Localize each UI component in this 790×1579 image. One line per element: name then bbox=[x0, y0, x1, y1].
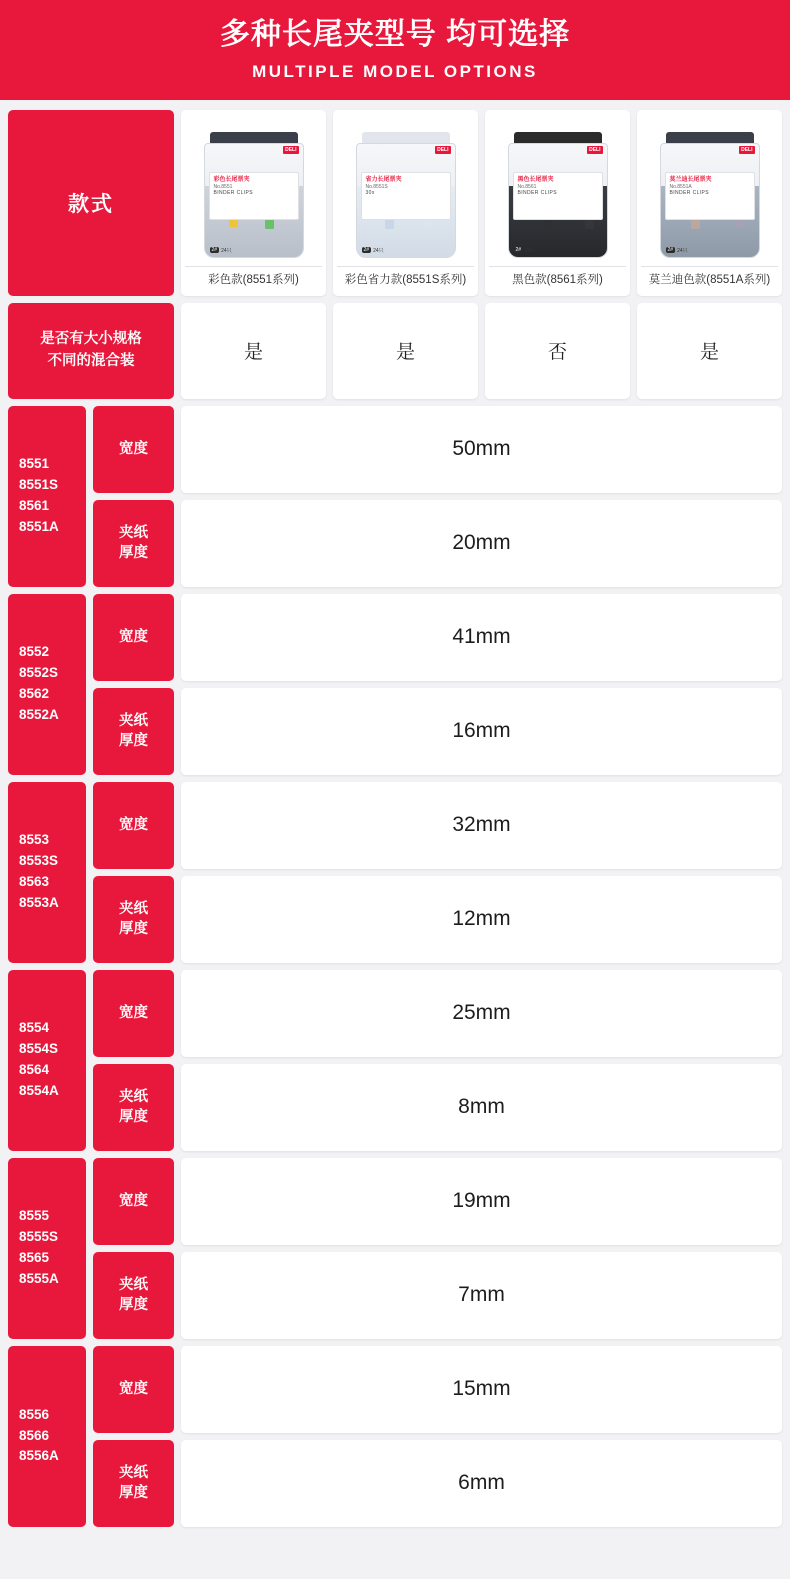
model-group bbox=[8, 406, 782, 587]
brand-badge: DELI bbox=[589, 146, 601, 153]
spec-row-thickness bbox=[93, 688, 782, 775]
model-code: 8554 bbox=[19, 1020, 50, 1036]
model-code: 8555A bbox=[19, 1270, 59, 1286]
spec-name-width: 宽度 bbox=[93, 594, 174, 681]
jar-label-en: BINDER CLIPS bbox=[213, 190, 254, 197]
jar-lid bbox=[666, 132, 754, 144]
spec-name-thickness bbox=[93, 500, 174, 587]
spec-row-width bbox=[93, 970, 782, 1057]
jar-label-code: No.8551S bbox=[365, 183, 388, 190]
spec-name-line1: 夹纸 bbox=[119, 712, 148, 729]
model-code: 8552S bbox=[19, 665, 59, 681]
spec-row-width bbox=[93, 406, 782, 493]
spec-value-width: 32mm bbox=[181, 782, 782, 869]
model-code: 8562 bbox=[19, 686, 50, 701]
jar-label-en: BINDER CLIPS bbox=[517, 190, 558, 197]
product-column-labor-saving[interactable] bbox=[333, 110, 478, 296]
model-group bbox=[8, 1346, 782, 1527]
jar-lid bbox=[362, 132, 450, 144]
product-column-morandi[interactable] bbox=[637, 110, 782, 296]
model-code: 8554S bbox=[19, 1041, 59, 1057]
page-title: 多种长尾夹型号 均可选择 bbox=[219, 18, 571, 51]
page-subtitle: MULTIPLE MODEL OPTIONS bbox=[252, 61, 538, 81]
product-column-colorful[interactable] bbox=[181, 110, 326, 296]
spec-name-line1: 夹纸 bbox=[119, 1088, 148, 1105]
model-code: 8561 bbox=[19, 498, 50, 513]
spec-table bbox=[0, 100, 790, 1548]
jar-size-badge: 2# bbox=[211, 247, 218, 253]
model-code: 8556 bbox=[19, 1406, 50, 1422]
spec-row-thickness bbox=[93, 1064, 782, 1151]
jar-label-en: 30x bbox=[365, 190, 375, 197]
product-columns bbox=[181, 110, 782, 296]
table-header-row bbox=[8, 110, 782, 296]
spec-row-width bbox=[93, 594, 782, 681]
style-header-cell: 款式 bbox=[8, 110, 174, 296]
spec-row-width bbox=[93, 782, 782, 869]
product-image-labor-saving bbox=[337, 116, 474, 262]
model-code-cell bbox=[8, 782, 86, 963]
model-code: 8556A bbox=[19, 1448, 59, 1464]
model-code: 8555S bbox=[19, 1229, 59, 1245]
mixed-pack-value: 是 bbox=[181, 303, 326, 399]
spec-row-width bbox=[93, 1158, 782, 1245]
spec-row-thickness bbox=[93, 1440, 782, 1527]
mixed-pack-label-line2: 不同的混合装 bbox=[47, 352, 135, 369]
spec-name-width: 宽度 bbox=[93, 1346, 174, 1433]
jar-body bbox=[508, 143, 608, 258]
spec-value-width: 41mm bbox=[181, 594, 782, 681]
jar-body bbox=[204, 143, 304, 258]
model-code: 8563 bbox=[19, 874, 50, 889]
model-group bbox=[8, 782, 782, 963]
model-group-specs bbox=[93, 594, 782, 775]
model-group bbox=[8, 594, 782, 775]
model-code-cell bbox=[8, 406, 86, 587]
jar-quantity bbox=[514, 247, 536, 254]
jar-label-code: No.8551 bbox=[213, 183, 233, 190]
jar-lid bbox=[210, 132, 298, 144]
jar-body bbox=[356, 143, 456, 258]
spec-name-line2: 厚度 bbox=[119, 733, 148, 749]
model-group-specs bbox=[93, 1346, 782, 1527]
product-caption: 黑色款(8561系列) bbox=[489, 266, 626, 296]
mixed-pack-value: 是 bbox=[637, 303, 782, 399]
page-banner bbox=[0, 0, 790, 100]
model-code: 8553S bbox=[19, 853, 59, 869]
model-code: 8564 bbox=[19, 1062, 50, 1077]
spec-row-thickness bbox=[93, 876, 782, 963]
spec-name-width: 宽度 bbox=[93, 970, 174, 1057]
mixed-pack-value: 是 bbox=[333, 303, 478, 399]
mixed-pack-row bbox=[8, 303, 782, 399]
jar-qty-text: 24只 bbox=[221, 247, 232, 254]
model-code: 8565 bbox=[19, 1250, 50, 1265]
spec-name-line2: 厚度 bbox=[119, 921, 148, 937]
jar-quantity bbox=[210, 247, 232, 254]
jar-body bbox=[660, 143, 760, 258]
product-column-black[interactable] bbox=[485, 110, 630, 296]
model-code-cell bbox=[8, 1158, 86, 1339]
model-code: 8566 bbox=[19, 1427, 50, 1443]
spec-name-thickness bbox=[93, 876, 174, 963]
model-code-cell bbox=[8, 970, 86, 1151]
spec-name-line1: 夹纸 bbox=[119, 524, 148, 541]
jar-label-title: 莫兰迪长尾票夹 bbox=[669, 176, 712, 183]
model-group-specs bbox=[93, 782, 782, 963]
model-code-cell bbox=[8, 1346, 86, 1527]
brand-badge: DELI bbox=[285, 146, 297, 153]
spec-value-thickness: 20mm bbox=[181, 500, 782, 587]
model-group-specs bbox=[93, 1158, 782, 1339]
spec-value-thickness: 8mm bbox=[181, 1064, 782, 1151]
spec-name-width: 宽度 bbox=[93, 406, 174, 493]
model-code: 8554A bbox=[19, 1082, 59, 1098]
jar-size-badge: 2# bbox=[667, 247, 674, 253]
spec-value-width: 50mm bbox=[181, 406, 782, 493]
clip-jar-graphic bbox=[198, 128, 310, 260]
model-code: 8552 bbox=[19, 644, 50, 660]
jar-label bbox=[209, 172, 299, 220]
mixed-pack-value: 否 bbox=[485, 303, 630, 399]
jar-label bbox=[665, 172, 755, 220]
spec-name-thickness bbox=[93, 1440, 174, 1527]
jar-qty-text: 24只 bbox=[677, 247, 688, 254]
spec-name-thickness bbox=[93, 688, 174, 775]
jar-label-en: BINDER CLIPS bbox=[669, 190, 710, 197]
model-group bbox=[8, 970, 782, 1151]
spec-name-line1: 夹纸 bbox=[119, 1276, 148, 1293]
jar-size-badge: 2# bbox=[515, 247, 522, 253]
spec-name-thickness bbox=[93, 1064, 174, 1151]
jar-label bbox=[361, 172, 451, 220]
product-image-morandi bbox=[641, 116, 778, 262]
model-code: 8553 bbox=[19, 832, 50, 848]
brand-badge: DELI bbox=[741, 146, 753, 153]
model-code: 8551S bbox=[19, 477, 59, 493]
jar-label-title: 彩色长尾票夹 bbox=[213, 176, 250, 183]
jar-lid bbox=[514, 132, 602, 144]
brand-badge: DELI bbox=[437, 146, 449, 153]
spec-name-line1: 夹纸 bbox=[119, 900, 148, 917]
spec-row-width bbox=[93, 1346, 782, 1433]
clip-jar-graphic bbox=[502, 128, 614, 260]
jar-size-badge: 2# bbox=[363, 247, 370, 253]
jar-quantity bbox=[666, 247, 688, 254]
model-code: 8552A bbox=[19, 706, 59, 722]
spec-value-thickness: 12mm bbox=[181, 876, 782, 963]
mixed-pack-label-line1: 是否有大小规格 bbox=[40, 330, 142, 347]
jar-label-code: No.8561 bbox=[517, 183, 537, 190]
jar-label-title: 省力长尾票夹 bbox=[365, 176, 402, 183]
product-caption: 彩色省力款(8551S系列) bbox=[337, 266, 474, 296]
spec-value-width: 19mm bbox=[181, 1158, 782, 1245]
product-image-colorful bbox=[185, 116, 322, 262]
spec-value-thickness: 6mm bbox=[181, 1440, 782, 1527]
spec-value-thickness: 16mm bbox=[181, 688, 782, 775]
spec-name-line1: 夹纸 bbox=[119, 1464, 148, 1481]
jar-label bbox=[513, 172, 603, 220]
spec-row-thickness bbox=[93, 1252, 782, 1339]
model-code-cell bbox=[8, 594, 86, 775]
spec-row-thickness bbox=[93, 500, 782, 587]
spec-name-line2: 厚度 bbox=[119, 1109, 148, 1125]
spec-name-line2: 厚度 bbox=[119, 545, 148, 561]
spec-value-thickness: 7mm bbox=[181, 1252, 782, 1339]
jar-label-title: 黑色长尾票夹 bbox=[517, 176, 554, 183]
spec-name-width: 宽度 bbox=[93, 1158, 174, 1245]
model-code: 8551A bbox=[19, 518, 59, 534]
product-image-black bbox=[489, 116, 626, 262]
model-group bbox=[8, 1158, 782, 1339]
spec-value-width: 15mm bbox=[181, 1346, 782, 1433]
spec-name-width: 宽度 bbox=[93, 782, 174, 869]
spec-value-width: 25mm bbox=[181, 970, 782, 1057]
clip-jar-graphic bbox=[350, 128, 462, 260]
model-code: 8553A bbox=[19, 894, 59, 910]
mixed-pack-values bbox=[181, 303, 782, 399]
clip-jar-graphic bbox=[654, 128, 766, 260]
model-code: 8555 bbox=[19, 1208, 50, 1224]
spec-name-thickness bbox=[93, 1252, 174, 1339]
spec-name-line2: 厚度 bbox=[119, 1297, 148, 1313]
jar-quantity bbox=[362, 247, 384, 254]
spec-name-line2: 厚度 bbox=[119, 1485, 148, 1501]
jar-qty-text: 24只 bbox=[373, 247, 384, 254]
model-code: 8551 bbox=[19, 456, 50, 472]
model-group-specs bbox=[93, 970, 782, 1151]
jar-qty-text: 24只 bbox=[525, 247, 536, 254]
model-group-specs bbox=[93, 406, 782, 587]
jar-label-code: No.8551A bbox=[669, 183, 692, 190]
mixed-pack-header-cell bbox=[8, 303, 174, 399]
product-caption: 彩色款(8551系列) bbox=[185, 266, 322, 296]
product-caption: 莫兰迪色款(8551A系列) bbox=[641, 266, 778, 296]
